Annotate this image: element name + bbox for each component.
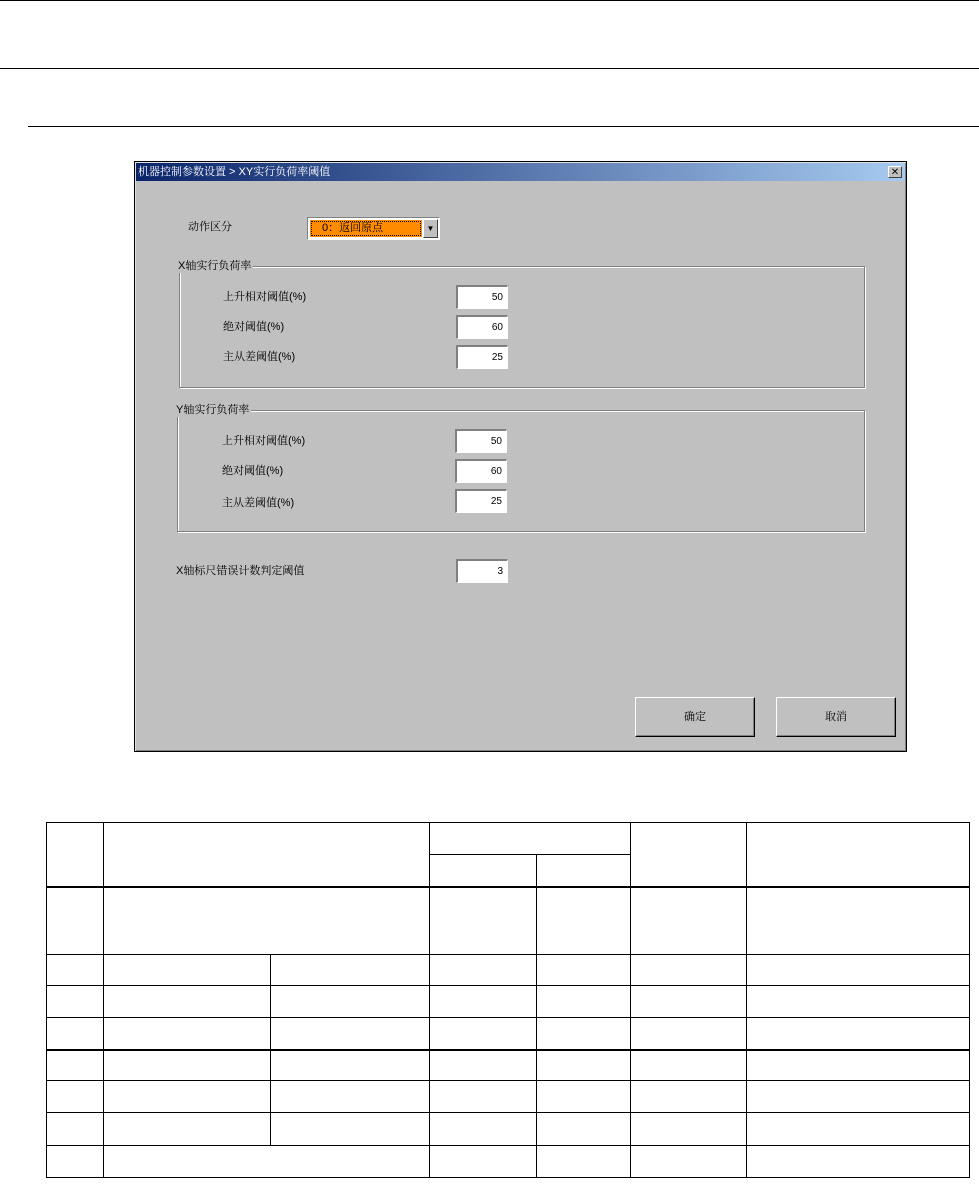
dialog-titlebar[interactable]: [136, 163, 905, 181]
table-border-left: [46, 822, 47, 1178]
table-row-line: [46, 1145, 970, 1146]
table-col-line: [103, 822, 104, 1178]
y-master-slave-label: 主从差阈值(%): [222, 497, 295, 509]
table-col-line: [536, 854, 537, 1178]
table-header-bottom: [46, 886, 970, 888]
y-absolute-input[interactable]: 60: [455, 459, 507, 483]
x-axis-group-title: X轴实行负荷率: [178, 260, 252, 272]
table-row-line: [46, 1080, 970, 1081]
action-select-value: 0：返回原点: [310, 220, 422, 237]
xy-load-threshold-dialog: [134, 161, 907, 752]
x-master-slave-label: 主从差阈值(%): [223, 351, 296, 363]
table-border-top: [46, 822, 970, 823]
y-axis-group-title: Y轴实行负荷率: [176, 404, 250, 416]
cancel-button[interactable]: 取消: [776, 697, 896, 737]
section-rule: [28, 126, 979, 127]
chevron-down-icon[interactable]: ▼: [423, 219, 438, 238]
table-col-line: [270, 954, 271, 1145]
table-row-line: [46, 985, 970, 986]
y-rise-relative-label: 上升相对阈值(%): [222, 435, 306, 447]
x-rise-relative-label: 上升相对阈值(%): [223, 291, 307, 303]
table-col-line: [746, 822, 747, 1178]
table-row-line: [46, 1049, 970, 1051]
ok-button[interactable]: 确定: [635, 697, 755, 737]
table-col-line: [630, 822, 631, 1178]
table-col-line: [429, 822, 430, 1178]
top-rule: [0, 0, 979, 1]
parameter-table: [46, 822, 970, 1178]
table-row-line: [46, 1017, 970, 1018]
action-label: 动作区分: [188, 221, 232, 233]
dialog-title: 机器控制参数设置 > XY实行负荷率阈值: [138, 166, 331, 178]
table-row-line: [46, 1112, 970, 1113]
y-master-slave-input[interactable]: 25: [455, 489, 507, 513]
table-border-bottom: [46, 1177, 970, 1178]
table-row-line: [46, 954, 970, 955]
scale-error-input[interactable]: 3: [456, 559, 508, 583]
x-rise-relative-input[interactable]: 50: [456, 285, 508, 309]
header-rule: [0, 68, 979, 69]
table-border-right: [969, 822, 970, 1178]
action-select[interactable]: [307, 217, 440, 240]
x-absolute-label: 绝对阈值(%): [223, 321, 285, 333]
x-absolute-input[interactable]: 60: [456, 315, 508, 339]
y-rise-relative-input[interactable]: 50: [455, 429, 507, 453]
scale-error-label: X轴标尺错误计数判定阈值: [176, 565, 305, 577]
x-master-slave-input[interactable]: 25: [456, 345, 508, 369]
y-absolute-label: 绝对阈值(%): [222, 465, 284, 477]
close-icon[interactable]: ✕: [888, 166, 902, 178]
table-header-divider: [429, 854, 630, 855]
